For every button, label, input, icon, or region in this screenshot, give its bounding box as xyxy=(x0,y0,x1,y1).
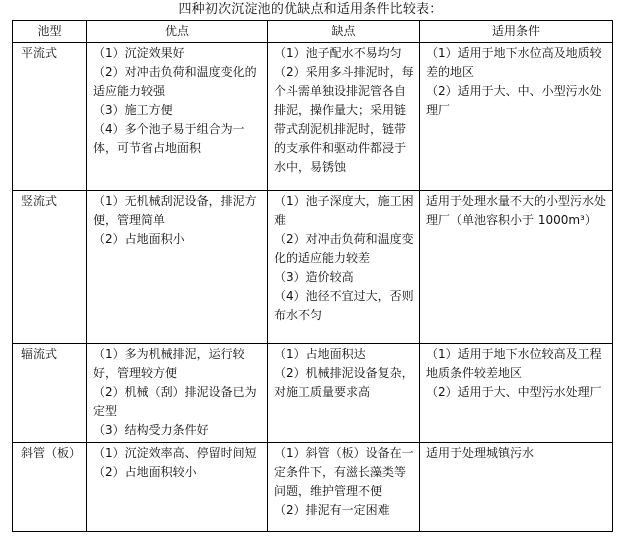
header-conditions: 适用条件 xyxy=(420,21,613,43)
disadvantages-cell xyxy=(268,191,420,344)
header-row xyxy=(13,21,613,43)
row-type: 辐流式 xyxy=(13,344,87,443)
advantages-cell xyxy=(87,443,268,532)
table-row xyxy=(13,191,613,344)
advantage-item: （1）无机械刮泥设备，排泥方便，管理简单 xyxy=(93,194,257,227)
disadvantage-item: （2）采用多斗排泥时，每个斗需单独设排泥管各自排泥，操作量大；采用链带式刮泥机排泥时，链带的支承件和驱动件都浸于水中，易锈蚀 xyxy=(274,65,414,174)
conditions-cell xyxy=(420,344,613,443)
disadvantage-item: （2）对冲击负荷和温度变化的适应能力较差 xyxy=(274,232,414,265)
advantages-cell xyxy=(87,344,268,443)
disadvantages-cell xyxy=(268,344,420,443)
advantages-cell xyxy=(87,43,268,191)
row-type: 平流式 xyxy=(13,43,87,191)
advantages-cell xyxy=(87,191,268,344)
table-row xyxy=(13,344,613,443)
conditions-cell xyxy=(420,43,613,191)
advantage-item: （2）对冲击负荷和温度变化的适应能力较强 xyxy=(93,65,257,98)
condition-item: （2）适用于大、中型污水处理厂 xyxy=(426,385,602,399)
row-type: 竖流式 xyxy=(13,191,87,344)
advantage-item: （1）沉淀效果好 xyxy=(93,46,185,60)
table-caption: 四种初次沉淀池的优缺点和适用条件比较表： xyxy=(178,2,443,17)
condition-item: （2）适用于大、中、小型污水处理厂 xyxy=(426,84,602,117)
advantage-item: （3）结构受力条件好 xyxy=(93,423,209,437)
disadvantages-cell xyxy=(268,443,420,532)
disadvantages-cell xyxy=(268,43,420,191)
disadvantage-item: （1）池子配水不易均匀 xyxy=(274,46,402,60)
conditions-cell xyxy=(420,191,613,344)
conditions-cell xyxy=(420,443,613,532)
advantage-item: （4）多个池子易于组合为一体，可节省占地面积 xyxy=(93,122,245,155)
disadvantage-item: （2）机械排泥设备复杂，对施工质量要求高 xyxy=(274,366,414,399)
condition-item: 适用于处理水量不大的小型污水处理厂（单池容积小于 1000m³） xyxy=(426,194,607,227)
advantage-item: （2）占地面积较小 xyxy=(93,465,197,479)
advantage-item: （3）施工方便 xyxy=(93,103,173,117)
advantage-item: （2）占地面积小 xyxy=(93,232,185,246)
header-disadvantages: 缺点 xyxy=(268,21,420,43)
advantage-item: （1）多为机械排泥，运行较好，管理较方便 xyxy=(93,347,245,380)
advantage-item: （1）沉淀效率高、停留时间短 xyxy=(93,446,257,460)
disadvantage-item: （1）斜管（板）设备在一定条件下，有滋长藻类等问题，维护管理不便 xyxy=(274,446,414,498)
table-row xyxy=(13,443,613,532)
condition-item: （1）适用于地下水位高及地质较差的地区 xyxy=(426,46,602,79)
comparison-table xyxy=(12,20,613,532)
disadvantage-item: （1）占地面积达 xyxy=(274,347,366,361)
row-type: 斜管（板） xyxy=(13,443,87,532)
condition-item: （1）适用于地下水位较高及工程地质条件较差地区 xyxy=(426,347,602,380)
disadvantage-item: （3）造价较高 xyxy=(274,270,354,284)
advantage-item: （2）机械（刮）排泥设备已为定型 xyxy=(93,385,257,418)
disadvantage-item: （4）池径不宜过大，否则布水不匀 xyxy=(274,289,414,322)
disadvantage-item: （1）池子深度大，施工困难 xyxy=(274,194,414,227)
header-advantages: 优点 xyxy=(87,21,268,43)
condition-item: 适用于处理城镇污水 xyxy=(426,446,535,460)
disadvantage-item: （2）排泥有一定困难 xyxy=(274,503,390,517)
header-type: 池型 xyxy=(13,21,87,43)
table-row xyxy=(13,43,613,191)
